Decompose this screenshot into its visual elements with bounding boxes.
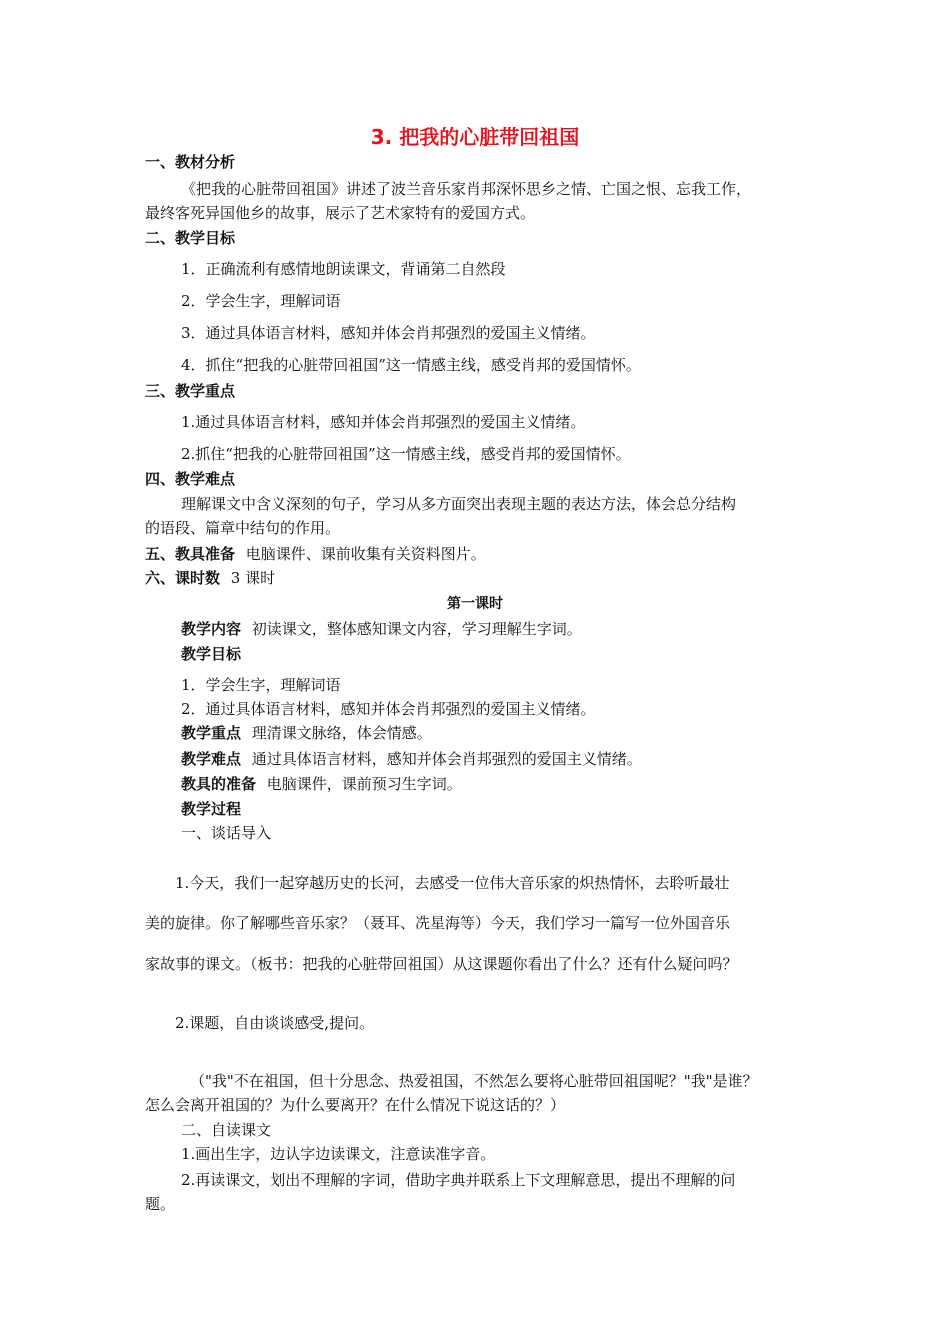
- step-title: 一、谈话导入: [181, 824, 272, 842]
- list-item: 1．正确流利有感情地朗读课文，背诵第二自然段: [181, 260, 506, 278]
- section-heading-difficulties: 四、教学难点: [145, 470, 236, 488]
- paragraph-line: 美的旋律。你了解哪些音乐家？（聂耳、冼星海等）今天，我们学习一篇写一位外国音乐: [145, 914, 731, 932]
- section-text: 3 课时: [230, 569, 276, 587]
- list-item: 1．学会生字，理解词语: [181, 676, 341, 694]
- section-heading-tools: 五、教具准备: [145, 545, 236, 563]
- lesson-heading: 第一课时: [447, 596, 503, 612]
- lesson-goals-label: 教学目标: [181, 645, 242, 663]
- label: 教学难点: [181, 750, 242, 768]
- section-row-tools: [145, 544, 815, 564]
- paragraph-line: （"我"不在祖国，但十分思念、热爱祖国，不然怎么要将心脏带回祖国呢？"我"是谁？: [190, 1072, 758, 1090]
- label: 教学重点: [181, 724, 242, 742]
- paragraph-line: 家故事的课文。（板书：把我的心脏带回祖国）从这课题你看出了什么？还有什么疑问吗？: [145, 955, 738, 973]
- list-item: 3．通过具体语言材料，感知并体会肖邦强烈的爱国主义情绪。: [181, 324, 596, 342]
- list-item: 4．抓住“把我的心脏带回祖国”这一情感主线，感受肖邦的爱国情怀。: [181, 356, 641, 374]
- paragraph-line: 怎么会离开祖国的？为什么要离开？在什么情况下说这话的？）: [145, 1096, 566, 1114]
- lesson-tools-row: [181, 774, 851, 794]
- step-title: 二、自读课文: [181, 1121, 272, 1139]
- label: 教具的准备: [181, 775, 257, 793]
- section-heading-periods: 六、课时数: [145, 569, 221, 587]
- value: 理清课文脉络，体会情感。: [251, 724, 432, 742]
- lesson-focus-row: [181, 723, 851, 743]
- paragraph-line: 理解课文中含义深刻的句子，学习从多方面突出表现主题的表达方法，体会总分结构: [181, 495, 737, 513]
- list-item: 1.画出生字，边认字边读课文，注意读准字音。: [181, 1145, 496, 1163]
- paragraph-line: 1.今天，我们一起穿越历史的长河，去感受一位伟大音乐家的炽热情怀，去聆听最壮: [175, 874, 730, 892]
- paragraph-line: 的语段、篇章中结句的作用。: [145, 519, 341, 537]
- section-heading-key-points: 三、教学重点: [145, 382, 236, 400]
- value: 电脑课件，课前预习生字词。: [266, 775, 462, 793]
- paragraph-line: 题。: [145, 1195, 176, 1213]
- list-item: 2.再读课文，划出不理解的字词，借助字典并联系上下文理解意思，提出不理解的问: [181, 1171, 736, 1189]
- label: 教学内容: [181, 620, 242, 638]
- lesson-difficulty-row: [181, 749, 851, 769]
- section-row-periods: [145, 568, 815, 588]
- document-title: 3. 把我的心脏带回祖国: [370, 125, 580, 149]
- section-text: 电脑课件、课前收集有关资料图片。: [245, 545, 486, 563]
- paragraph-line: 最终客死异国他乡的故事，展示了艺术家特有的爱国方式。: [145, 204, 536, 222]
- value: 通过具体语言材料，感知并体会肖邦强烈的爱国主义情绪。: [251, 750, 642, 768]
- value: 初读课文，整体感知课文内容，学习理解生字词。: [251, 620, 582, 638]
- paragraph-line: 2.课题，自由谈谈感受,提问。: [175, 1014, 375, 1032]
- section-heading-teaching-goals: 二、教学目标: [145, 229, 236, 247]
- list-item: 1.通过具体语言材料，感知并体会肖邦强烈的爱国主义情绪。: [181, 413, 586, 431]
- list-item: 2．学会生字，理解词语: [181, 292, 341, 310]
- list-item: 2．通过具体语言材料，感知并体会肖邦强烈的爱国主义情绪。: [181, 700, 596, 718]
- section-heading-material-analysis: 一、教材分析: [145, 153, 236, 171]
- list-item: 2.抓住“把我的心脏带回祖国”这一情感主线，感受肖邦的爱国情怀。: [181, 445, 631, 463]
- lesson-process-label: 教学过程: [181, 800, 242, 818]
- lesson-content-row: [181, 619, 851, 639]
- paragraph-line: 《把我的心脏带回祖国》讲述了波兰音乐家肖邦深怀思乡之情、亡国之恨、忘我工作，: [181, 180, 752, 198]
